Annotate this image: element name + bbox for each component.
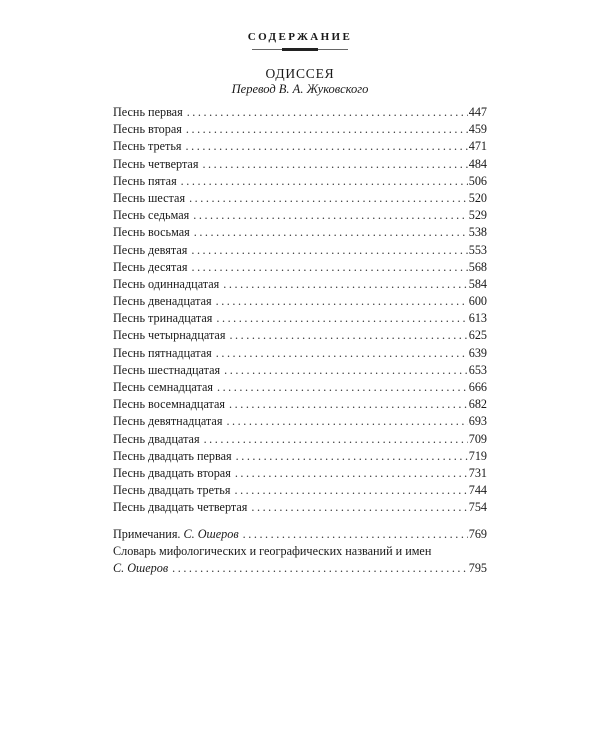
toc-entry-page: 447 [468,105,487,119]
toc-entry-page: 719 [468,448,487,463]
leader-dots [186,138,468,155]
leader-dots [191,242,467,259]
notes-author: С. Ошеров [183,526,239,541]
toc-entry-label: Песнь шестнадцатая [113,362,221,377]
toc-entry[interactable] [113,396,487,413]
leader-dots [186,121,468,138]
toc-entry[interactable] [113,482,487,499]
leader-dots [223,276,467,293]
toc-entry-label: Песнь десятая [113,259,188,274]
toc-entry-page: 709 [468,431,487,446]
toc-entry-page: 731 [468,465,487,480]
toc-entry[interactable] [113,224,487,241]
running-head: СОДЕРЖАНИЕ [247,31,353,43]
toc-entry-page: 625 [468,328,487,343]
toc-entry[interactable] [113,259,487,276]
toc-entry[interactable] [113,173,487,190]
toc-entry-page: 506 [468,173,487,188]
toc-entry-label: Песнь восьмая [113,225,190,240]
toc-entry-label: Песнь четырнадцатая [113,328,226,343]
toc-entry-label: Песнь пятнадцатая [113,345,212,360]
toc-entry[interactable] [113,104,487,121]
toc-entry-page: 529 [468,208,487,223]
toc-entry-page: 744 [468,483,487,498]
toc-entry[interactable] [113,362,487,379]
toc-entry[interactable] [113,345,487,362]
toc-entry-label: Песнь первая [113,105,183,119]
toc-entry[interactable] [113,327,487,344]
header-rule [252,49,348,50]
toc-entry-page: 666 [468,380,487,394]
toc-entry-label: Песнь двадцать вторая [113,465,231,480]
toc-entry-page: 538 [468,225,487,240]
leader-dots [243,526,468,543]
toc-entry-label: Песнь двенадцатая [113,294,212,309]
toc-entry-label: Песнь шестая [113,190,186,205]
toc-entry[interactable] [113,190,487,207]
toc-entry[interactable] [113,499,487,516]
toc-entry-page: 584 [468,276,487,291]
leader-dots [191,259,467,276]
toc-entry[interactable] [113,276,487,293]
toc-entry-page: 693 [468,414,487,429]
leader-dots [229,327,467,344]
dictionary-title[interactable]: Словарь мифологических и географических названий и имен [113,543,432,558]
toc-entry-page: 459 [468,122,487,137]
toc-entry[interactable] [113,121,487,138]
toc-entry-label [113,526,239,543]
toc-entry[interactable] [113,293,487,310]
leader-dots [217,379,468,396]
toc-entry-label: Песнь восемнадцатая [113,397,226,412]
toc-entry-label: Песнь вторая [113,122,182,137]
toc-entry-page: 754 [468,500,487,515]
section-gap [113,517,487,526]
table-of-contents [113,104,487,577]
toc-entry[interactable] [113,413,487,430]
toc-entry-label [113,560,168,577]
toc-entry-label: Песнь тринадцатая [113,311,213,326]
leader-dots [235,465,468,482]
toc-entry[interactable] [113,242,487,259]
toc-entry-label: Песнь четвертая [113,156,199,171]
toc-entry-page: 600 [468,294,487,309]
toc-entry[interactable] [113,138,487,155]
toc-entry[interactable] [113,431,487,448]
leader-dots [181,173,468,190]
toc-entry-label: Песнь двадцать первая [113,448,232,463]
toc-entry[interactable] [113,310,487,327]
toc-entry-page: 682 [468,397,487,412]
toc-entry[interactable] [113,156,487,173]
toc-entry-label: Песнь двадцать четвертая [113,500,248,515]
toc-entry-label: Песнь девятнадцатая [113,414,223,429]
toc-entry-page: 553 [468,242,487,257]
toc-entry[interactable] [113,207,487,224]
leader-dots [187,104,468,121]
toc-entry-page: 520 [468,190,487,205]
leader-dots [202,156,467,173]
dictionary-author: С. Ошеров [113,560,169,575]
leader-dots [251,499,467,516]
translator-line: Перевод В. А. Жуковского [231,82,369,96]
toc-entry-page: 639 [468,345,487,360]
toc-entry[interactable] [113,448,487,465]
notes-title: Примечания. [113,526,181,541]
leader-dots [234,482,467,499]
toc-entry-page: 769 [468,526,487,541]
toc-entry-page: 613 [468,311,487,326]
toc-entry-page: 795 [468,560,487,575]
toc-entry-label: Песнь двадцать третья [113,483,231,498]
leader-dots [216,345,468,362]
leader-dots [216,310,467,327]
leader-dots [193,207,467,224]
toc-entry-page: 568 [468,259,487,274]
leader-dots [204,431,468,448]
leader-dots [236,448,468,465]
toc-entry-notes[interactable] [113,526,487,543]
toc-entry-label: Песнь двадцатая [113,431,200,446]
toc-entry-label: Песнь девятая [113,242,188,257]
toc-entry-dictionary[interactable] [113,560,487,577]
work-title: ОДИССЕЯ [265,66,335,81]
toc-entry-label: Песнь седьмая [113,208,190,223]
toc-entry-label: Песнь третья [113,139,182,154]
toc-entry-label: Песнь семнадцатая [113,380,213,394]
toc-entry-page: 471 [468,139,487,154]
toc-entry-label: Песнь одиннадцатая [113,276,220,291]
toc-entry-page: 484 [468,156,487,171]
toc-entry[interactable] [113,465,487,482]
toc-entry-page: 653 [468,362,487,377]
leader-dots [226,413,467,430]
leader-dots [189,190,468,207]
leader-dots [194,224,468,241]
toc-entry[interactable] [113,379,487,396]
leader-dots [216,293,468,310]
leader-dots [224,362,468,379]
leader-dots [229,396,468,413]
leader-dots [172,560,468,577]
toc-entry-label: Песнь пятая [113,173,177,188]
